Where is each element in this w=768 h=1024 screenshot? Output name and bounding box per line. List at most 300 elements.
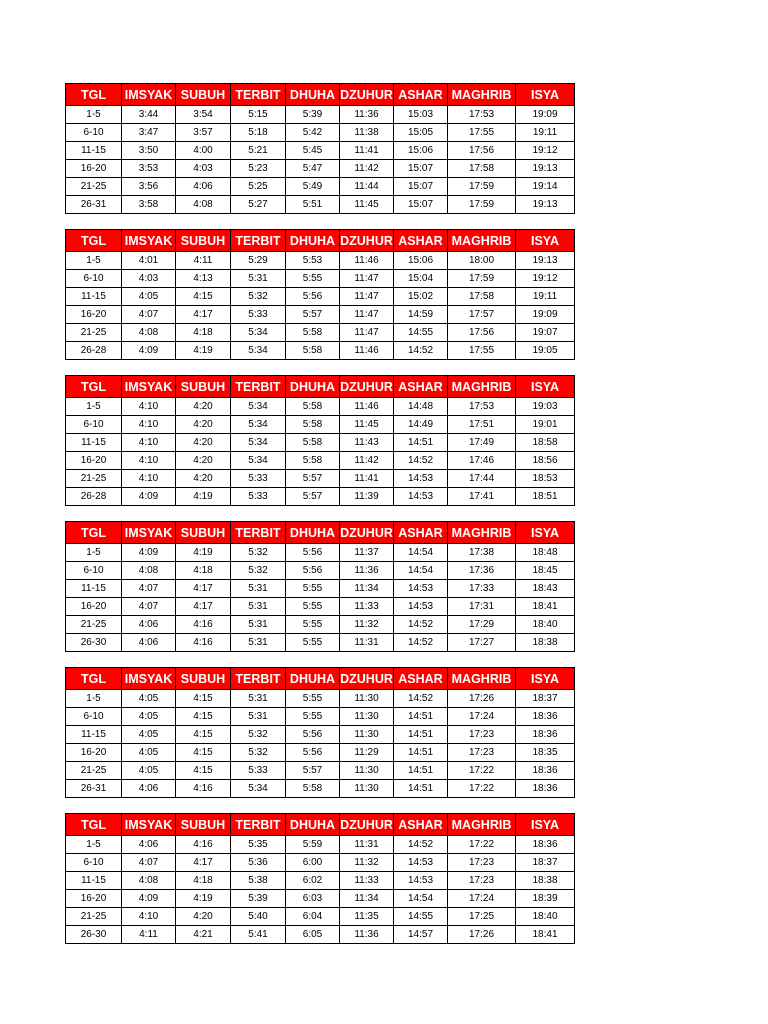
time-cell: 5:35: [231, 836, 286, 854]
time-cell: 5:47: [286, 160, 340, 178]
date-range-cell: 21-25: [66, 178, 122, 196]
time-cell: 17:29: [448, 616, 516, 634]
time-cell: 15:06: [394, 142, 448, 160]
column-header: TGL: [66, 522, 122, 544]
time-cell: 5:32: [231, 744, 286, 762]
date-range-cell: 6-10: [66, 854, 122, 872]
column-header: DZUHUR: [340, 84, 394, 106]
time-cell: 3:54: [176, 106, 231, 124]
time-cell: 19:13: [516, 160, 575, 178]
time-cell: 5:34: [231, 342, 286, 360]
time-cell: 4:18: [176, 324, 231, 342]
column-header: SUBUH: [176, 522, 231, 544]
schedule-table: [65, 667, 575, 798]
time-cell: 5:34: [231, 780, 286, 798]
time-cell: 4:06: [122, 616, 176, 634]
table-row: [66, 544, 575, 562]
time-cell: 5:34: [231, 452, 286, 470]
time-cell: 14:52: [394, 452, 448, 470]
time-cell: 6:05: [286, 926, 340, 944]
time-cell: 4:19: [176, 544, 231, 562]
time-cell: 5:15: [231, 106, 286, 124]
date-range-cell: 11-15: [66, 580, 122, 598]
time-cell: 18:38: [516, 872, 575, 890]
time-cell: 15:02: [394, 288, 448, 306]
time-cell: 14:52: [394, 836, 448, 854]
time-cell: 4:01: [122, 252, 176, 270]
time-cell: 5:57: [286, 488, 340, 506]
time-cell: 5:58: [286, 416, 340, 434]
time-cell: 5:33: [231, 488, 286, 506]
time-cell: 17:23: [448, 726, 516, 744]
table-row: [66, 836, 575, 854]
date-range-cell: 1-5: [66, 836, 122, 854]
time-cell: 11:32: [340, 854, 394, 872]
table-row: [66, 780, 575, 798]
table-row: [66, 726, 575, 744]
time-cell: 4:09: [122, 890, 176, 908]
time-cell: 18:58: [516, 434, 575, 452]
time-cell: 11:30: [340, 726, 394, 744]
column-header: TGL: [66, 230, 122, 252]
header-row: [66, 84, 575, 106]
time-cell: 5:32: [231, 726, 286, 744]
time-cell: 5:58: [286, 398, 340, 416]
time-cell: 18:40: [516, 616, 575, 634]
time-cell: 11:45: [340, 196, 394, 214]
time-cell: 4:05: [122, 690, 176, 708]
time-cell: 17:53: [448, 398, 516, 416]
time-cell: 17:25: [448, 908, 516, 926]
time-cell: 4:17: [176, 580, 231, 598]
time-cell: 5:34: [231, 398, 286, 416]
date-range-cell: 6-10: [66, 416, 122, 434]
time-cell: 5:21: [231, 142, 286, 160]
time-cell: 17:22: [448, 836, 516, 854]
table-row: [66, 488, 575, 506]
date-range-cell: 21-25: [66, 762, 122, 780]
date-range-cell: 6-10: [66, 124, 122, 142]
time-cell: 11:32: [340, 616, 394, 634]
time-cell: 5:33: [231, 306, 286, 324]
table-row: [66, 324, 575, 342]
table-row: [66, 178, 575, 196]
time-cell: 4:19: [176, 342, 231, 360]
date-range-cell: 1-5: [66, 398, 122, 416]
column-header: DZUHUR: [340, 230, 394, 252]
table-row: [66, 288, 575, 306]
time-cell: 5:34: [231, 324, 286, 342]
time-cell: 5:57: [286, 470, 340, 488]
time-cell: 4:08: [122, 324, 176, 342]
time-cell: 5:55: [286, 616, 340, 634]
table-row: [66, 926, 575, 944]
time-cell: 4:20: [176, 908, 231, 926]
time-cell: 17:55: [448, 124, 516, 142]
column-header: TERBIT: [231, 814, 286, 836]
date-range-cell: 21-25: [66, 908, 122, 926]
time-cell: 17:24: [448, 890, 516, 908]
table-row: [66, 416, 575, 434]
time-cell: 3:57: [176, 124, 231, 142]
time-cell: 18:40: [516, 908, 575, 926]
date-range-cell: 26-30: [66, 634, 122, 652]
time-cell: 4:17: [176, 306, 231, 324]
date-range-cell: 21-25: [66, 616, 122, 634]
time-cell: 18:41: [516, 926, 575, 944]
time-cell: 11:45: [340, 416, 394, 434]
time-cell: 5:57: [286, 306, 340, 324]
time-cell: 3:58: [122, 196, 176, 214]
time-cell: 17:23: [448, 744, 516, 762]
time-cell: 14:51: [394, 780, 448, 798]
header-row: [66, 376, 575, 398]
time-cell: 18:41: [516, 598, 575, 616]
table-row: [66, 124, 575, 142]
column-header: SUBUH: [176, 230, 231, 252]
time-cell: 4:21: [176, 926, 231, 944]
date-range-cell: 11-15: [66, 142, 122, 160]
schedule-table: [65, 375, 575, 506]
time-cell: 4:06: [176, 178, 231, 196]
table-row: [66, 744, 575, 762]
time-cell: 19:03: [516, 398, 575, 416]
time-cell: 5:58: [286, 342, 340, 360]
time-cell: 5:58: [286, 324, 340, 342]
time-cell: 5:31: [231, 580, 286, 598]
table-row: [66, 398, 575, 416]
time-cell: 11:39: [340, 488, 394, 506]
column-header: TGL: [66, 668, 122, 690]
column-header: MAGHRIB: [448, 668, 516, 690]
time-cell: 3:56: [122, 178, 176, 196]
time-cell: 11:47: [340, 288, 394, 306]
column-header: IMSYAK: [122, 522, 176, 544]
time-cell: 11:44: [340, 178, 394, 196]
time-cell: 17:38: [448, 544, 516, 562]
time-cell: 11:30: [340, 780, 394, 798]
time-cell: 11:37: [340, 544, 394, 562]
time-cell: 17:22: [448, 780, 516, 798]
column-header: ASHAR: [394, 814, 448, 836]
time-cell: 18:56: [516, 452, 575, 470]
schedule-table: [65, 521, 575, 652]
time-cell: 5:33: [231, 470, 286, 488]
time-cell: 5:23: [231, 160, 286, 178]
time-cell: 11:47: [340, 270, 394, 288]
time-cell: 11:33: [340, 872, 394, 890]
time-cell: 11:47: [340, 306, 394, 324]
time-cell: 4:10: [122, 452, 176, 470]
time-cell: 18:53: [516, 470, 575, 488]
time-cell: 11:43: [340, 434, 394, 452]
time-cell: 4:18: [176, 562, 231, 580]
date-range-cell: 21-25: [66, 324, 122, 342]
column-header: TGL: [66, 84, 122, 106]
time-cell: 5:56: [286, 544, 340, 562]
time-cell: 11:36: [340, 926, 394, 944]
column-header: TERBIT: [231, 230, 286, 252]
date-range-cell: 6-10: [66, 562, 122, 580]
date-range-cell: 11-15: [66, 872, 122, 890]
column-header: TERBIT: [231, 668, 286, 690]
column-header: DHUHA: [286, 668, 340, 690]
time-cell: 4:20: [176, 434, 231, 452]
time-cell: 17:53: [448, 106, 516, 124]
time-cell: 4:13: [176, 270, 231, 288]
time-cell: 5:40: [231, 908, 286, 926]
time-cell: 14:51: [394, 708, 448, 726]
column-header: DHUHA: [286, 376, 340, 398]
time-cell: 14:52: [394, 616, 448, 634]
time-cell: 11:42: [340, 160, 394, 178]
time-cell: 4:00: [176, 142, 231, 160]
time-cell: 18:51: [516, 488, 575, 506]
time-cell: 17:36: [448, 562, 516, 580]
time-cell: 11:30: [340, 690, 394, 708]
time-cell: 18:36: [516, 780, 575, 798]
time-cell: 17:58: [448, 160, 516, 178]
time-cell: 5:42: [286, 124, 340, 142]
time-cell: 5:59: [286, 836, 340, 854]
date-range-cell: 1-5: [66, 252, 122, 270]
time-cell: 5:51: [286, 196, 340, 214]
time-cell: 5:25: [231, 178, 286, 196]
time-cell: 5:55: [286, 580, 340, 598]
time-cell: 14:51: [394, 762, 448, 780]
time-cell: 19:11: [516, 124, 575, 142]
column-header: IMSYAK: [122, 376, 176, 398]
date-range-cell: 1-5: [66, 690, 122, 708]
time-cell: 4:15: [176, 744, 231, 762]
table-row: [66, 616, 575, 634]
time-cell: 5:56: [286, 726, 340, 744]
time-cell: 17:33: [448, 580, 516, 598]
time-cell: 14:53: [394, 598, 448, 616]
time-cell: 19:01: [516, 416, 575, 434]
time-cell: 4:09: [122, 342, 176, 360]
time-cell: 5:31: [231, 598, 286, 616]
time-cell: 4:11: [122, 926, 176, 944]
time-cell: 5:31: [231, 270, 286, 288]
time-cell: 4:07: [122, 598, 176, 616]
date-range-cell: 16-20: [66, 452, 122, 470]
time-cell: 14:49: [394, 416, 448, 434]
time-cell: 4:15: [176, 726, 231, 744]
time-cell: 17:26: [448, 926, 516, 944]
column-header: ISYA: [516, 84, 575, 106]
table-row: [66, 160, 575, 178]
time-cell: 5:41: [231, 926, 286, 944]
time-cell: 11:31: [340, 634, 394, 652]
time-cell: 4:15: [176, 708, 231, 726]
time-cell: 14:51: [394, 744, 448, 762]
date-range-cell: 26-28: [66, 488, 122, 506]
time-cell: 14:51: [394, 726, 448, 744]
time-cell: 3:50: [122, 142, 176, 160]
column-header: ISYA: [516, 230, 575, 252]
time-cell: 18:37: [516, 690, 575, 708]
time-cell: 4:10: [122, 416, 176, 434]
date-range-cell: 26-28: [66, 342, 122, 360]
time-cell: 17:57: [448, 306, 516, 324]
column-header: DZUHUR: [340, 668, 394, 690]
column-header: MAGHRIB: [448, 814, 516, 836]
time-cell: 14:55: [394, 908, 448, 926]
time-cell: 5:27: [231, 196, 286, 214]
time-cell: 14:53: [394, 488, 448, 506]
table-row: [66, 890, 575, 908]
time-cell: 17:51: [448, 416, 516, 434]
column-header: IMSYAK: [122, 814, 176, 836]
time-cell: 17:59: [448, 178, 516, 196]
column-header: DHUHA: [286, 522, 340, 544]
time-cell: 14:52: [394, 634, 448, 652]
column-header: DZUHUR: [340, 814, 394, 836]
table-row: [66, 854, 575, 872]
time-cell: 11:35: [340, 908, 394, 926]
time-cell: 17:23: [448, 854, 516, 872]
time-cell: 11:29: [340, 744, 394, 762]
table-row: [66, 270, 575, 288]
time-cell: 4:20: [176, 416, 231, 434]
time-cell: 6:03: [286, 890, 340, 908]
date-range-cell: 16-20: [66, 306, 122, 324]
time-cell: 4:08: [122, 872, 176, 890]
time-cell: 3:53: [122, 160, 176, 178]
date-range-cell: 16-20: [66, 160, 122, 178]
column-header: ASHAR: [394, 668, 448, 690]
time-cell: 17:26: [448, 690, 516, 708]
schedule-table: [65, 813, 575, 944]
column-header: MAGHRIB: [448, 230, 516, 252]
time-cell: 17:49: [448, 434, 516, 452]
time-cell: 18:45: [516, 562, 575, 580]
table-row: [66, 196, 575, 214]
column-header: TERBIT: [231, 522, 286, 544]
time-cell: 6:04: [286, 908, 340, 926]
time-cell: 5:56: [286, 744, 340, 762]
time-cell: 5:34: [231, 416, 286, 434]
table-row: [66, 142, 575, 160]
time-cell: 4:16: [176, 634, 231, 652]
time-cell: 4:06: [122, 836, 176, 854]
date-range-cell: 16-20: [66, 744, 122, 762]
column-header: TERBIT: [231, 84, 286, 106]
column-header: ASHAR: [394, 376, 448, 398]
time-cell: 11:38: [340, 124, 394, 142]
time-cell: 5:38: [231, 872, 286, 890]
time-cell: 14:59: [394, 306, 448, 324]
column-header: MAGHRIB: [448, 522, 516, 544]
time-cell: 14:54: [394, 890, 448, 908]
time-cell: 4:10: [122, 434, 176, 452]
column-header: MAGHRIB: [448, 84, 516, 106]
time-cell: 5:55: [286, 270, 340, 288]
table-row: [66, 908, 575, 926]
time-cell: 18:00: [448, 252, 516, 270]
header-row: [66, 814, 575, 836]
time-cell: 14:57: [394, 926, 448, 944]
time-cell: 19:12: [516, 270, 575, 288]
table-row: [66, 598, 575, 616]
date-range-cell: 6-10: [66, 708, 122, 726]
time-cell: 18:37: [516, 854, 575, 872]
time-cell: 14:52: [394, 690, 448, 708]
column-header: SUBUH: [176, 376, 231, 398]
time-cell: 4:07: [122, 306, 176, 324]
time-cell: 4:15: [176, 690, 231, 708]
time-cell: 11:41: [340, 470, 394, 488]
time-cell: 14:53: [394, 854, 448, 872]
time-cell: 11:36: [340, 562, 394, 580]
time-cell: 5:58: [286, 434, 340, 452]
time-cell: 14:54: [394, 562, 448, 580]
table-row: [66, 252, 575, 270]
time-cell: 11:34: [340, 580, 394, 598]
time-cell: 17:46: [448, 452, 516, 470]
time-cell: 5:36: [231, 854, 286, 872]
time-cell: 19:13: [516, 252, 575, 270]
header-row: [66, 668, 575, 690]
time-cell: 4:09: [122, 544, 176, 562]
table-row: [66, 106, 575, 124]
table-row: [66, 452, 575, 470]
time-cell: 5:45: [286, 142, 340, 160]
column-header: SUBUH: [176, 814, 231, 836]
time-cell: 17:22: [448, 762, 516, 780]
date-range-cell: 26-31: [66, 780, 122, 798]
time-cell: 4:15: [176, 762, 231, 780]
time-cell: 4:03: [176, 160, 231, 178]
time-cell: 4:07: [122, 580, 176, 598]
time-cell: 5:55: [286, 690, 340, 708]
time-cell: 18:35: [516, 744, 575, 762]
time-cell: 4:03: [122, 270, 176, 288]
time-cell: 15:06: [394, 252, 448, 270]
date-range-cell: 11-15: [66, 288, 122, 306]
time-cell: 19:05: [516, 342, 575, 360]
column-header: IMSYAK: [122, 84, 176, 106]
time-cell: 5:32: [231, 288, 286, 306]
column-header: IMSYAK: [122, 230, 176, 252]
schedule-table: [65, 83, 575, 214]
time-cell: 6:02: [286, 872, 340, 890]
date-range-cell: 16-20: [66, 890, 122, 908]
table-row: [66, 872, 575, 890]
time-cell: 17:31: [448, 598, 516, 616]
time-cell: 3:47: [122, 124, 176, 142]
time-cell: 5:31: [231, 634, 286, 652]
time-cell: 5:55: [286, 634, 340, 652]
time-cell: 14:48: [394, 398, 448, 416]
time-cell: 17:58: [448, 288, 516, 306]
time-cell: 4:20: [176, 398, 231, 416]
time-cell: 17:41: [448, 488, 516, 506]
time-cell: 6:00: [286, 854, 340, 872]
time-cell: 11:41: [340, 142, 394, 160]
time-cell: 14:51: [394, 434, 448, 452]
time-cell: 17:56: [448, 324, 516, 342]
time-cell: 15:07: [394, 178, 448, 196]
time-cell: 5:58: [286, 452, 340, 470]
time-cell: 4:06: [122, 634, 176, 652]
time-cell: 11:46: [340, 398, 394, 416]
column-header: TERBIT: [231, 376, 286, 398]
time-cell: 4:10: [122, 908, 176, 926]
time-cell: 17:44: [448, 470, 516, 488]
column-header: TGL: [66, 814, 122, 836]
